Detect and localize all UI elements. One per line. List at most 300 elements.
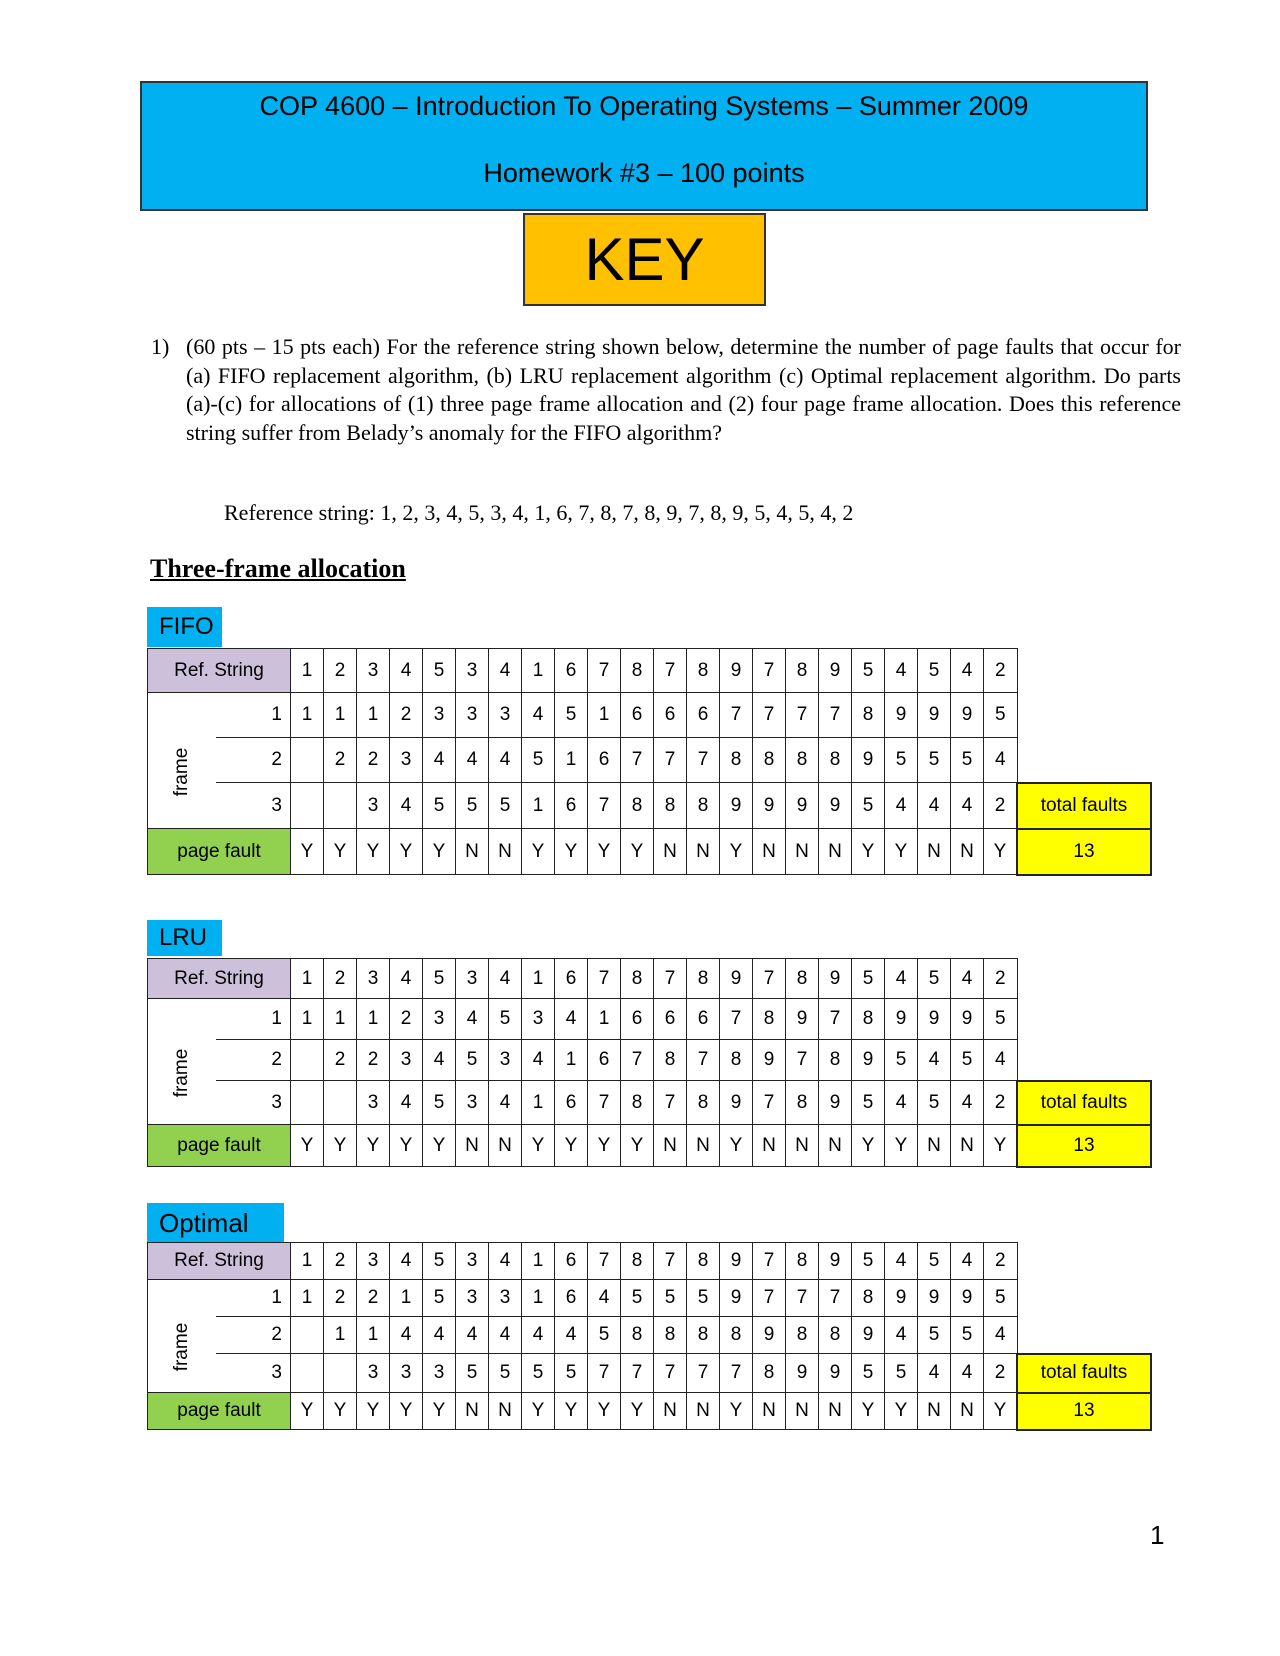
ref-cell: 3 xyxy=(357,959,390,999)
frame-cell: 6 xyxy=(687,693,720,738)
frame-cell: 5 xyxy=(423,1280,456,1317)
frame-cell: 8 xyxy=(687,783,720,829)
frame-row-2 xyxy=(148,1040,1152,1081)
frame-cell: 9 xyxy=(852,1317,885,1354)
frame-cell: 8 xyxy=(753,1354,786,1393)
fault-cell: Y xyxy=(522,1125,555,1167)
fifo-label: FIFO xyxy=(147,607,222,647)
page-fault-row xyxy=(148,1393,1152,1430)
frame-cell: 1 xyxy=(324,1317,357,1354)
fault-cell: N xyxy=(654,1393,687,1430)
frame-cell: 3 xyxy=(456,1280,489,1317)
ref-cell: 8 xyxy=(621,959,654,999)
fault-cell: N xyxy=(687,829,720,875)
ref-string-row xyxy=(148,649,1152,693)
frame-cell: 8 xyxy=(852,1280,885,1317)
frame-number: 1 xyxy=(216,1280,291,1317)
frame-label-cell xyxy=(148,999,217,1125)
ref-cell: 7 xyxy=(753,1243,786,1280)
frame-cell: 8 xyxy=(852,999,885,1040)
total-faults-label: total faults xyxy=(1017,1354,1151,1393)
fault-cell: Y xyxy=(522,1393,555,1430)
frame-cell: 9 xyxy=(885,999,918,1040)
ref-cell: 7 xyxy=(753,649,786,693)
frame-cell: 5 xyxy=(588,1317,621,1354)
ref-cell: 1 xyxy=(291,649,324,693)
frame-cell: 6 xyxy=(588,1040,621,1081)
fault-cell: N xyxy=(456,1393,489,1430)
ref-cell: 8 xyxy=(786,649,819,693)
frame-number: 3 xyxy=(216,1354,291,1393)
frame-cell: 3 xyxy=(489,1280,522,1317)
frame-cell: 1 xyxy=(522,783,555,829)
frame-cell: 2 xyxy=(357,1280,390,1317)
fault-cell: N xyxy=(786,1125,819,1167)
frame-cell: 1 xyxy=(522,1081,555,1125)
frame-cell: 7 xyxy=(753,1081,786,1125)
fault-cell: Y xyxy=(588,829,621,875)
ref-string-row xyxy=(148,1243,1152,1280)
frame-cell: 6 xyxy=(555,783,588,829)
frame-cell: 4 xyxy=(390,783,423,829)
frame-cell: 8 xyxy=(720,1040,753,1081)
frame-cell: 8 xyxy=(753,999,786,1040)
frame-cell: 4 xyxy=(489,738,522,783)
frame-row-2 xyxy=(148,738,1152,783)
page-fault-label: page fault xyxy=(148,829,291,875)
ref-cell: 4 xyxy=(885,649,918,693)
fault-cell: N xyxy=(786,1393,819,1430)
frame-row-1 xyxy=(148,999,1152,1040)
frame-cell: 7 xyxy=(819,693,852,738)
frame-cell: 2 xyxy=(984,1354,1018,1393)
frame-cell: 5 xyxy=(951,1317,984,1354)
ref-cell: 8 xyxy=(621,649,654,693)
fault-cell: Y xyxy=(423,1125,456,1167)
frame-cell: 7 xyxy=(687,738,720,783)
ref-cell: 9 xyxy=(720,649,753,693)
frame-cell: 8 xyxy=(819,1040,852,1081)
fault-cell: Y xyxy=(588,1125,621,1167)
fault-cell: N xyxy=(456,1125,489,1167)
frame-cell: 4 xyxy=(390,1317,423,1354)
frame-row-1 xyxy=(148,1280,1152,1317)
frame-cell: 3 xyxy=(357,1354,390,1393)
frame-cell: 1 xyxy=(390,1280,423,1317)
frame-cell: 9 xyxy=(918,999,951,1040)
ref-cell: 7 xyxy=(654,649,687,693)
total-faults-label: total faults xyxy=(1017,783,1151,829)
frame-cell: 9 xyxy=(852,738,885,783)
frame-cell: 8 xyxy=(786,1081,819,1125)
ref-cell: 5 xyxy=(918,1243,951,1280)
frame-cell: 9 xyxy=(786,783,819,829)
fault-cell: N xyxy=(753,829,786,875)
frame-cell: 4 xyxy=(522,1040,555,1081)
page-fault-row xyxy=(148,829,1152,875)
frame-cell: 5 xyxy=(918,1317,951,1354)
ref-cell: 3 xyxy=(357,1243,390,1280)
total-faults-value: 13 xyxy=(1017,829,1151,875)
fault-cell: Y xyxy=(390,1125,423,1167)
frame-cell: 9 xyxy=(852,1040,885,1081)
ref-cell: 5 xyxy=(918,649,951,693)
frame-cell: 4 xyxy=(951,1081,984,1125)
fault-cell: Y xyxy=(324,1125,357,1167)
frame-cell: 7 xyxy=(786,1040,819,1081)
frame-cell: 2 xyxy=(390,999,423,1040)
frame-cell: 2 xyxy=(390,693,423,738)
fault-cell: Y xyxy=(621,829,654,875)
total-faults-value: 13 xyxy=(1017,1393,1151,1430)
frame-cell: 3 xyxy=(390,1354,423,1393)
frame-cell: 2 xyxy=(984,1081,1018,1125)
fault-cell: Y xyxy=(885,1125,918,1167)
frame-cell: 1 xyxy=(291,1280,324,1317)
frame-cell: 8 xyxy=(819,1317,852,1354)
frame-cell: 5 xyxy=(522,738,555,783)
frame-cell xyxy=(324,1081,357,1125)
frame-cell: 6 xyxy=(621,999,654,1040)
fault-cell: Y xyxy=(423,829,456,875)
frame-cell: 4 xyxy=(951,783,984,829)
ref-cell: 3 xyxy=(357,649,390,693)
ref-cell: 5 xyxy=(852,959,885,999)
ref-cell: 1 xyxy=(522,1243,555,1280)
fault-cell: Y xyxy=(555,1393,588,1430)
fault-cell: Y xyxy=(588,1393,621,1430)
frame-cell: 3 xyxy=(423,1354,456,1393)
frame-cell: 8 xyxy=(753,738,786,783)
frame-cell: 5 xyxy=(984,693,1018,738)
frame-cell: 4 xyxy=(522,693,555,738)
frame-cell: 5 xyxy=(555,693,588,738)
fault-cell: Y xyxy=(357,1393,390,1430)
frame-cell: 7 xyxy=(654,738,687,783)
frame-cell: 1 xyxy=(357,693,390,738)
ref-cell: 8 xyxy=(687,1243,720,1280)
frame-cell: 7 xyxy=(753,693,786,738)
frame-cell: 5 xyxy=(489,783,522,829)
frame-cell: 9 xyxy=(918,693,951,738)
frame-cell: 3 xyxy=(357,1081,390,1125)
blank-cell xyxy=(1017,693,1151,738)
frame-cell: 9 xyxy=(819,1354,852,1393)
fault-cell: N xyxy=(489,1393,522,1430)
fault-cell: Y xyxy=(720,1125,753,1167)
ref-cell: 4 xyxy=(951,1243,984,1280)
frame-cell: 5 xyxy=(852,783,885,829)
ref-cell: 3 xyxy=(456,1243,489,1280)
frame-cell: 5 xyxy=(885,1040,918,1081)
frame-cell: 8 xyxy=(621,1317,654,1354)
total-faults-value: 13 xyxy=(1017,1125,1151,1167)
frame-cell: 5 xyxy=(885,738,918,783)
fault-cell: N xyxy=(654,829,687,875)
ref-cell: 8 xyxy=(687,649,720,693)
frame-cell: 5 xyxy=(456,783,489,829)
frame-cell: 2 xyxy=(324,1040,357,1081)
frame-cell: 4 xyxy=(456,1317,489,1354)
course-title: COP 4600 – Introduction To Operating Systems – Summer 2009 xyxy=(259,91,1029,121)
frame-cell: 9 xyxy=(720,1280,753,1317)
ref-cell: 1 xyxy=(522,959,555,999)
fault-cell: Y xyxy=(852,829,885,875)
fault-cell: N xyxy=(819,829,852,875)
frame-label: frame xyxy=(171,1322,192,1372)
frame-cell: 9 xyxy=(951,1280,984,1317)
frame-cell xyxy=(291,1081,324,1125)
frame-cell: 9 xyxy=(885,1280,918,1317)
frame-cell xyxy=(291,1040,324,1081)
frame-cell: 9 xyxy=(786,999,819,1040)
frame-cell xyxy=(291,783,324,829)
frame-cell: 9 xyxy=(819,783,852,829)
frame-cell: 1 xyxy=(357,999,390,1040)
frame-cell: 3 xyxy=(423,999,456,1040)
frame-cell: 6 xyxy=(588,738,621,783)
fault-cell: Y xyxy=(291,829,324,875)
frame-cell: 4 xyxy=(885,783,918,829)
frame-cell: 6 xyxy=(555,1280,588,1317)
fault-cell: Y xyxy=(885,829,918,875)
ref-cell: 8 xyxy=(786,959,819,999)
frame-cell: 1 xyxy=(555,738,588,783)
fault-cell: Y xyxy=(555,829,588,875)
ref-cell: 2 xyxy=(984,959,1018,999)
frame-cell: 9 xyxy=(918,1280,951,1317)
frame-cell: 9 xyxy=(951,693,984,738)
frame-cell xyxy=(291,738,324,783)
fault-cell: N xyxy=(786,829,819,875)
ref-cell: 5 xyxy=(423,649,456,693)
fault-cell: N xyxy=(918,829,951,875)
frame-row-1 xyxy=(148,693,1152,738)
frame-cell: 7 xyxy=(687,1354,720,1393)
frame-cell: 5 xyxy=(918,1081,951,1125)
frame-cell: 9 xyxy=(885,693,918,738)
frame-cell: 7 xyxy=(687,1040,720,1081)
ref-cell: 6 xyxy=(555,649,588,693)
frame-cell: 1 xyxy=(291,693,324,738)
ref-cell: 3 xyxy=(456,959,489,999)
frame-cell: 9 xyxy=(786,1354,819,1393)
ref-cell: 4 xyxy=(885,1243,918,1280)
ref-string-row xyxy=(148,959,1152,999)
frame-cell: 7 xyxy=(588,1354,621,1393)
frame-cell: 6 xyxy=(687,999,720,1040)
frame-number: 2 xyxy=(216,1040,291,1081)
blank-cell xyxy=(1017,999,1151,1040)
homework-title: Homework #3 – 100 points xyxy=(483,158,805,188)
fault-cell: N xyxy=(918,1125,951,1167)
frame-cell: 7 xyxy=(753,1280,786,1317)
frame-cell: 7 xyxy=(621,1354,654,1393)
frame-cell: 7 xyxy=(654,1354,687,1393)
frame-cell: 1 xyxy=(357,1317,390,1354)
frame-row-3 xyxy=(148,1354,1152,1393)
frame-cell: 9 xyxy=(753,1317,786,1354)
frame-cell: 4 xyxy=(456,999,489,1040)
ref-cell: 2 xyxy=(324,649,357,693)
fault-cell: Y xyxy=(885,1393,918,1430)
frame-cell: 5 xyxy=(984,1280,1018,1317)
frame-cell: 2 xyxy=(984,783,1018,829)
ref-cell: 7 xyxy=(654,1243,687,1280)
frame-label-cell xyxy=(148,1280,217,1393)
frame-cell: 9 xyxy=(753,783,786,829)
fault-cell: N xyxy=(951,1393,984,1430)
fault-cell: Y xyxy=(720,1393,753,1430)
ref-cell: 2 xyxy=(984,1243,1018,1280)
frame-cell: 3 xyxy=(456,693,489,738)
frame-number: 3 xyxy=(216,783,291,829)
frame-cell xyxy=(324,783,357,829)
frame-cell: 7 xyxy=(720,1354,753,1393)
fault-cell: N xyxy=(654,1125,687,1167)
ref-cell: 4 xyxy=(489,1243,522,1280)
frame-cell: 7 xyxy=(819,999,852,1040)
frame-row-3 xyxy=(148,1081,1152,1125)
fault-cell: N xyxy=(687,1125,720,1167)
fault-cell: Y xyxy=(621,1393,654,1430)
frame-cell: 2 xyxy=(357,1040,390,1081)
fault-cell: Y xyxy=(324,829,357,875)
frame-cell: 4 xyxy=(588,1280,621,1317)
frame-cell: 4 xyxy=(885,1081,918,1125)
fault-cell: Y xyxy=(390,829,423,875)
ref-cell: 6 xyxy=(555,959,588,999)
frame-cell: 5 xyxy=(423,783,456,829)
frame-cell: 8 xyxy=(654,1317,687,1354)
fault-cell: N xyxy=(753,1393,786,1430)
frame-cell: 7 xyxy=(588,783,621,829)
frame-cell: 8 xyxy=(720,738,753,783)
frame-cell: 4 xyxy=(423,1040,456,1081)
fault-cell: Y xyxy=(621,1125,654,1167)
frame-cell: 8 xyxy=(654,1040,687,1081)
ref-cell: 4 xyxy=(951,959,984,999)
frame-cell: 6 xyxy=(654,999,687,1040)
frame-cell: 5 xyxy=(621,1280,654,1317)
fault-cell: N xyxy=(951,829,984,875)
ref-cell: 4 xyxy=(885,959,918,999)
ref-cell: 1 xyxy=(522,649,555,693)
optimal-label: Optimal xyxy=(147,1203,284,1243)
page-fault-row xyxy=(148,1125,1152,1167)
frame-cell: 4 xyxy=(423,1317,456,1354)
question-number: 1) xyxy=(151,334,170,359)
frame-number: 2 xyxy=(216,1317,291,1354)
ref-cell: 9 xyxy=(720,959,753,999)
fault-cell: N xyxy=(456,829,489,875)
ref-cell: 9 xyxy=(819,649,852,693)
ref-cell: 4 xyxy=(390,649,423,693)
ref-cell: 8 xyxy=(687,959,720,999)
frame-cell: 7 xyxy=(720,693,753,738)
fault-cell: Y xyxy=(291,1393,324,1430)
frame-cell: 4 xyxy=(489,1081,522,1125)
blank-cell xyxy=(1017,738,1151,783)
ref-cell: 4 xyxy=(489,649,522,693)
fault-cell: Y xyxy=(324,1393,357,1430)
header-box xyxy=(140,81,1148,211)
ref-cell: 7 xyxy=(588,1243,621,1280)
ref-cell: 5 xyxy=(423,1243,456,1280)
fault-cell: Y xyxy=(984,1125,1018,1167)
frame-cell: 5 xyxy=(687,1280,720,1317)
frame-cell: 4 xyxy=(885,1317,918,1354)
frame-cell: 2 xyxy=(324,738,357,783)
frame-cell xyxy=(324,1354,357,1393)
frame-cell: 3 xyxy=(390,738,423,783)
question-text: (60 pts – 15 pts each) For the reference string shown below, determine the number of page faults that occur for (a) FIFO replacement algorithm, (b) LRU replacement algorithm (c) Optimal replacement algorithm. Do parts (a)-(c) for allocations of (1) three page frame allocation and (2) four page frame allocation. Does this reference string suffer from Belady’s anomaly for the FIFO algorithm? xyxy=(186,334,1181,445)
frame-cell: 3 xyxy=(489,1040,522,1081)
frame-cell xyxy=(291,1317,324,1354)
page-number: 1 xyxy=(1150,1520,1165,1550)
frame-cell: 7 xyxy=(786,693,819,738)
frame-cell: 9 xyxy=(720,783,753,829)
frame-cell: 1 xyxy=(555,1040,588,1081)
frame-cell: 5 xyxy=(852,1354,885,1393)
ref-cell: 4 xyxy=(951,649,984,693)
fault-cell: Y xyxy=(984,829,1018,875)
ref-cell: 9 xyxy=(720,1243,753,1280)
frame-label-cell xyxy=(148,693,217,829)
frame-cell: 9 xyxy=(753,1040,786,1081)
frame-cell: 9 xyxy=(819,1081,852,1125)
ref-cell: 2 xyxy=(324,959,357,999)
page-fault-label: page fault xyxy=(148,1125,291,1167)
fault-cell: Y xyxy=(522,829,555,875)
frame-cell: 7 xyxy=(588,1081,621,1125)
ref-cell: 2 xyxy=(984,649,1018,693)
frame-cell: 2 xyxy=(357,738,390,783)
ref-cell: 4 xyxy=(390,1243,423,1280)
ref-cell: 2 xyxy=(324,1243,357,1280)
ref-cell: 4 xyxy=(489,959,522,999)
section-heading: Three-frame allocation xyxy=(150,554,406,583)
frame-cell: 5 xyxy=(654,1280,687,1317)
fault-cell: Y xyxy=(555,1125,588,1167)
frame-cell: 3 xyxy=(357,783,390,829)
frame-cell: 1 xyxy=(324,999,357,1040)
frame-cell: 1 xyxy=(588,999,621,1040)
key-label: KEY xyxy=(523,213,766,306)
ref-cell: 7 xyxy=(588,959,621,999)
ref-cell: 5 xyxy=(423,959,456,999)
frame-cell: 3 xyxy=(489,693,522,738)
frame-cell: 4 xyxy=(555,1317,588,1354)
fault-cell: Y xyxy=(852,1125,885,1167)
fault-cell: Y xyxy=(852,1393,885,1430)
frame-number: 3 xyxy=(216,1081,291,1125)
fault-cell: N xyxy=(819,1125,852,1167)
frame-cell: 7 xyxy=(819,1280,852,1317)
frame-cell: 5 xyxy=(555,1354,588,1393)
ref-cell: 5 xyxy=(918,959,951,999)
frame-cell: 5 xyxy=(489,1354,522,1393)
frame-cell: 8 xyxy=(852,693,885,738)
fault-cell: N xyxy=(918,1393,951,1430)
frame-cell: 9 xyxy=(951,999,984,1040)
frame-cell xyxy=(291,1354,324,1393)
blank-cell xyxy=(1017,649,1151,693)
frame-cell: 8 xyxy=(654,783,687,829)
frame-cell: 9 xyxy=(720,1081,753,1125)
fault-cell: Y xyxy=(357,1125,390,1167)
frame-cell: 6 xyxy=(621,693,654,738)
